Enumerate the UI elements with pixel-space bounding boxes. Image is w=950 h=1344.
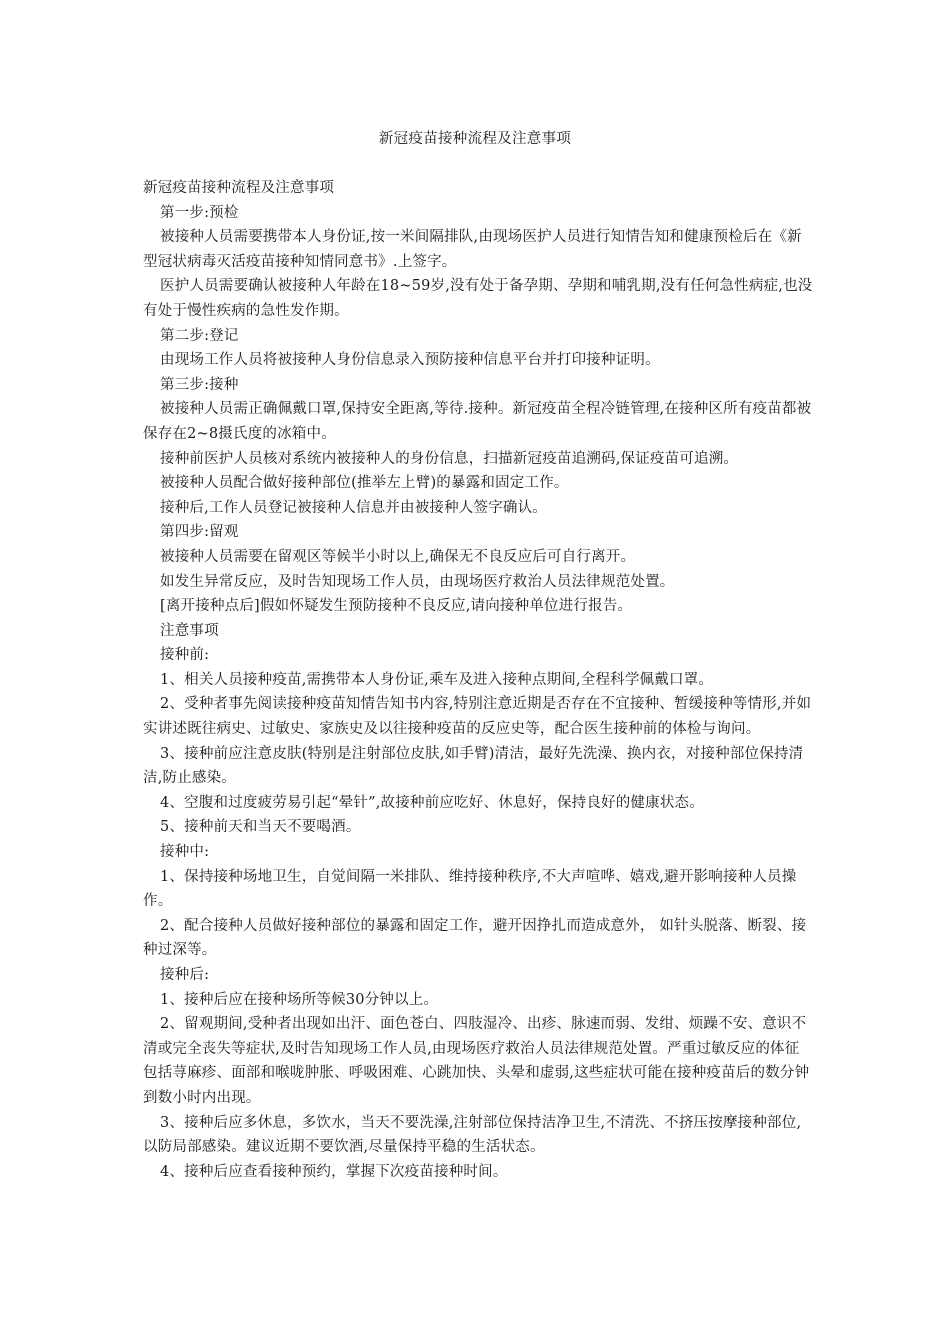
- paragraph: 5、接种前天和当天不要喝酒。: [160, 819, 361, 836]
- paragraph: 接种后:: [160, 967, 210, 983]
- paragraph: 1、相关人员接种疫苗,需携带本人身份证,乘车及进入接种点期间,全程科学佩戴口罩。: [160, 671, 714, 688]
- paragraph: 1、保持接种场地卫生，自觉间隔一米排队、维持接种秩序,不大声喧哗、嬉戏,避开影响接种人员操作。: [143, 868, 797, 910]
- paragraph: 接种中:: [160, 844, 210, 861]
- paragraph: 3、接种后应多休息，多饮水，当天不要洗澡,注射部位保持洁净卫生,不清洗、不挤压按摩接种部位,以防局部感染。建议近期不要饮酒,尽量保持平稳的生活状态。: [143, 1114, 802, 1156]
- paragraph: 4、空腹和过度疲劳易引起“晕针”,故接种前应吃好、休息好，保持良好的健康状态。: [160, 794, 704, 811]
- paragraph: 被接种人员配合做好接种部位(推举左上臂)的暴露和固定工作。: [160, 475, 569, 492]
- paragraph: 第三步:接种: [160, 376, 239, 393]
- paragraph: 接种前:: [160, 647, 210, 664]
- paragraph: 被接种人员需正确佩戴口罩,保持安全距离,等待.接种。新冠疫苗全程冷链管理,在接种区所有疫苗都被保存在2~8摄氏度的冰箱中。: [143, 401, 812, 442]
- paragraph: 1、接种后应在接种场所等候30分钟以上。: [160, 991, 439, 1008]
- paragraph: 4、接种后应查看接种预约，掌握下次疫苗接种时间。: [160, 1163, 508, 1180]
- paragraph: 2、受种者事先阅读接种疫苗知情告知书内容,特别注意近期是否存在不宜接种、暂缓接种等情形,并如实讲述既往病史、过敏史、家族史及以往接种疫苗的反应史等，配合医生接种前的体检与询问。: [143, 696, 812, 738]
- paragraph: 由现场工作人员将被接种人身份信息录入预防接种信息平台并打印接种证明。: [160, 352, 660, 369]
- paragraph: 3、接种前应注意皮肤(特别是注射部位皮肤,如手臂)清洁，最好先洗澡、换内衣，对接种部位保持清洁,防止感染。: [143, 745, 804, 787]
- paragraph: 第一步:预检: [160, 204, 239, 221]
- paragraph: 接种前医护人员核对系统内被接种人的身份信息，扫描新冠疫苗追溯码,保证疫苗可追溯。: [160, 450, 739, 467]
- paragraph: 接种后,工作人员登记被接种人信息并由被接种人签字确认。: [160, 499, 548, 516]
- paragraph: [离开接种点后]假如怀疑发生预防接种不良反应,请向接种单位进行报告。: [160, 598, 633, 615]
- paragraph: 第四步:留观: [160, 524, 239, 541]
- paragraph: 被接种人员需要携带本人身份证,按一米间隔排队,由现场医护人员进行知情告知和健康预检后在《新型冠状病毒灭活疫苗接种知情同意书》.上签字。: [143, 229, 802, 270]
- paragraph: 第二步:登记: [160, 327, 239, 344]
- paragraph: 被接种人员需要在留观区等候半小时以上,确保无不良反应后可自行离开。: [160, 548, 636, 565]
- paragraph: 2、配合接种人员做好接种部位的暴露和固定工作，避开因挣扎而造成意外， 如针头脱落、断裂、接种过深等。: [143, 917, 807, 959]
- paragraph: 医护人员需要确认被接种人年龄在18~59岁,没有处于备孕期、孕期和哺乳期,没有任何急性病症,也没有处于慢性疾病的急性发作期。: [143, 278, 813, 319]
- document-title: 新冠疫苗接种流程及注意事项: [378, 131, 572, 147]
- paragraph: 2、留观期间,受种者出现如出汗、面色苍白、四肢湿冷、出疹、脉速而弱、发绀、烦躁不安、意识不清或完全丧失等症状,及时告知现场工作人员,由现场医疗救治人员法律规范处置。严重过敏反应的体征包括荨麻疹、面部和喉咙肿胀、呼吸困难、心跳加快、头晕和虚弱,这些症状可能在接种疫苗后的数分钟到数小时内出现。: [143, 1016, 810, 1106]
- paragraph: 注意事项: [160, 622, 219, 639]
- paragraph: 如发生异常反应，及时告知现场工作人员，由现场医疗救治人员法律规范处置。: [160, 573, 675, 590]
- paragraph: 新冠疫苗接种流程及注意事项: [143, 180, 335, 196]
- document-body: [143, 176, 813, 1184]
